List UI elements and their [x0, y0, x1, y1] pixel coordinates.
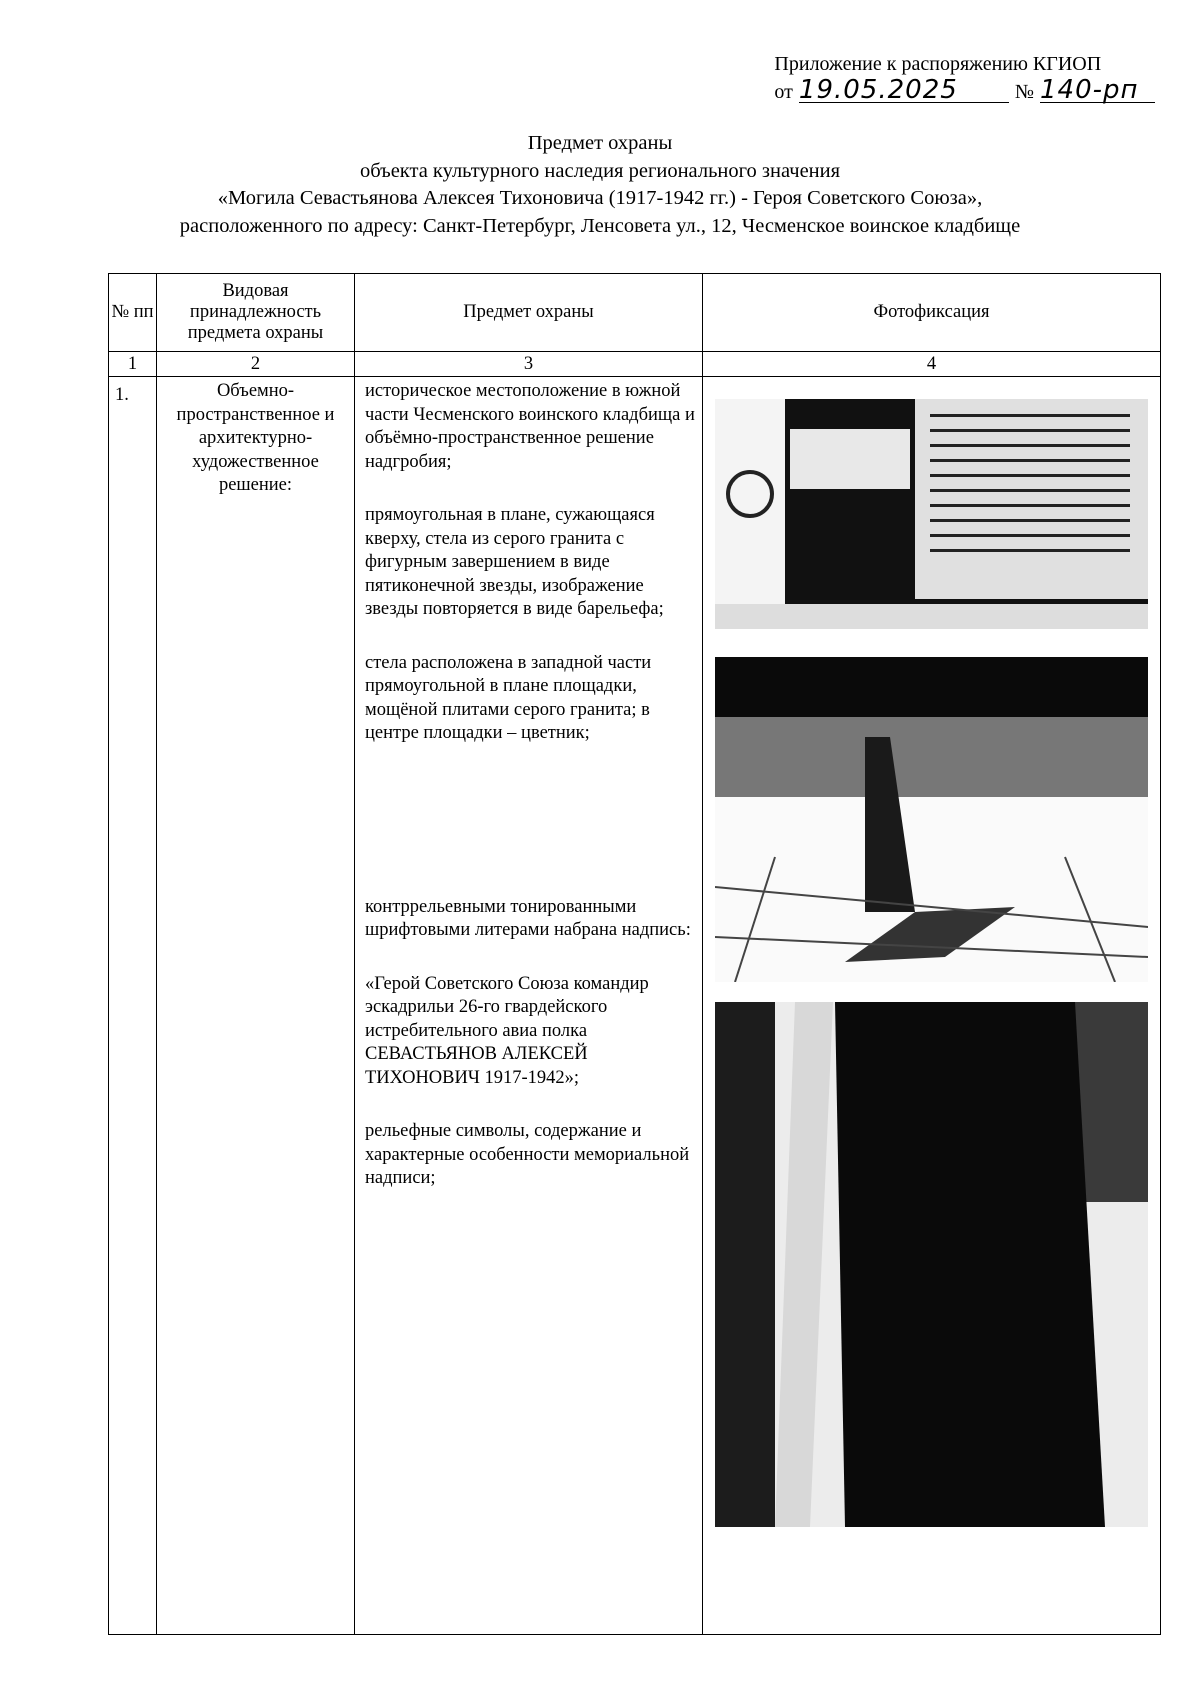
col-number-3: 3	[355, 352, 703, 377]
date-number-line	[774, 75, 1155, 106]
title-line-2: объекта культурного наследия регионального значения	[359, 159, 841, 182]
subject-item: историческое местоположение в южной части Чесменского воинского кладбища и объёмно-пространственное решение надгробия;	[365, 381, 695, 472]
row-subject	[355, 377, 703, 1635]
document-header	[774, 50, 1155, 106]
col-number-4: 4	[703, 352, 1161, 377]
subject-item: прямоугольная в плане, сужающаяся кверху, стела из серого гранита с фигурным завершением в виде пятиконечной звезды, изображение звезды повторяется в виде барельефа;	[365, 505, 664, 619]
handwritten-number: 140-рп	[1040, 78, 1155, 103]
header-photo: Фотофиксация	[703, 274, 1161, 352]
header-subject: Предмет охраны	[355, 274, 703, 352]
subject-item: стела расположена в западной части прямоугольной в плане площадки, мощёной плитами серого гранита; в центре площадки – цветник;	[365, 652, 652, 743]
header-number: № пп	[109, 274, 157, 352]
appendix-line: Приложение к распоряжению КГИОП	[774, 53, 1102, 75]
row-photos	[703, 377, 1161, 1635]
handwritten-date: 19.05.2025	[799, 78, 1009, 103]
photo-grave-site	[715, 399, 1148, 629]
photo-stele-platform	[715, 657, 1148, 982]
subject-item: контррельевными тонированными шрифтовыми литерами набрана надпись:	[365, 896, 691, 940]
row-number: 1.	[109, 377, 157, 1635]
protection-table	[108, 273, 1161, 1635]
col-number-2: 2	[157, 352, 355, 377]
number-label: №	[1014, 81, 1034, 103]
header-kind: Видовая принадлежность предмета охраны	[157, 274, 355, 352]
title-line-1: Предмет охраны	[527, 132, 673, 154]
row-kind: Объемно-пространственное и архитектурно-художественное решение:	[157, 377, 355, 1635]
table-row	[109, 377, 1161, 1635]
column-number-row	[109, 352, 1161, 377]
photo-stele-inscription	[715, 1002, 1148, 1527]
col-number-1: 1	[109, 352, 157, 377]
from-label: от	[774, 81, 793, 103]
document-title	[0, 130, 1200, 240]
title-line-4: расположенного по адресу: Санкт-Петербург, Ленсовета ул., 12, Чесменское воинское кладбище	[179, 214, 1021, 237]
table-header-row	[109, 274, 1161, 352]
subject-item: рельефные символы, содержание и характерные особенности мемориальной надписи;	[365, 1121, 690, 1188]
subject-item: «Герой Советского Союза командир эскадрильи 26-го гвардейского истребительного авиа полка СЕВАСТЬЯНОВ АЛЕКСЕЙ ТИХОНОВИЧ 1917-1942»;	[365, 973, 649, 1088]
title-line-3: «Могила Севастьянова Алексея Тихоновича (1917-1942 гг.) - Героя Советского Союза»,	[217, 187, 983, 209]
